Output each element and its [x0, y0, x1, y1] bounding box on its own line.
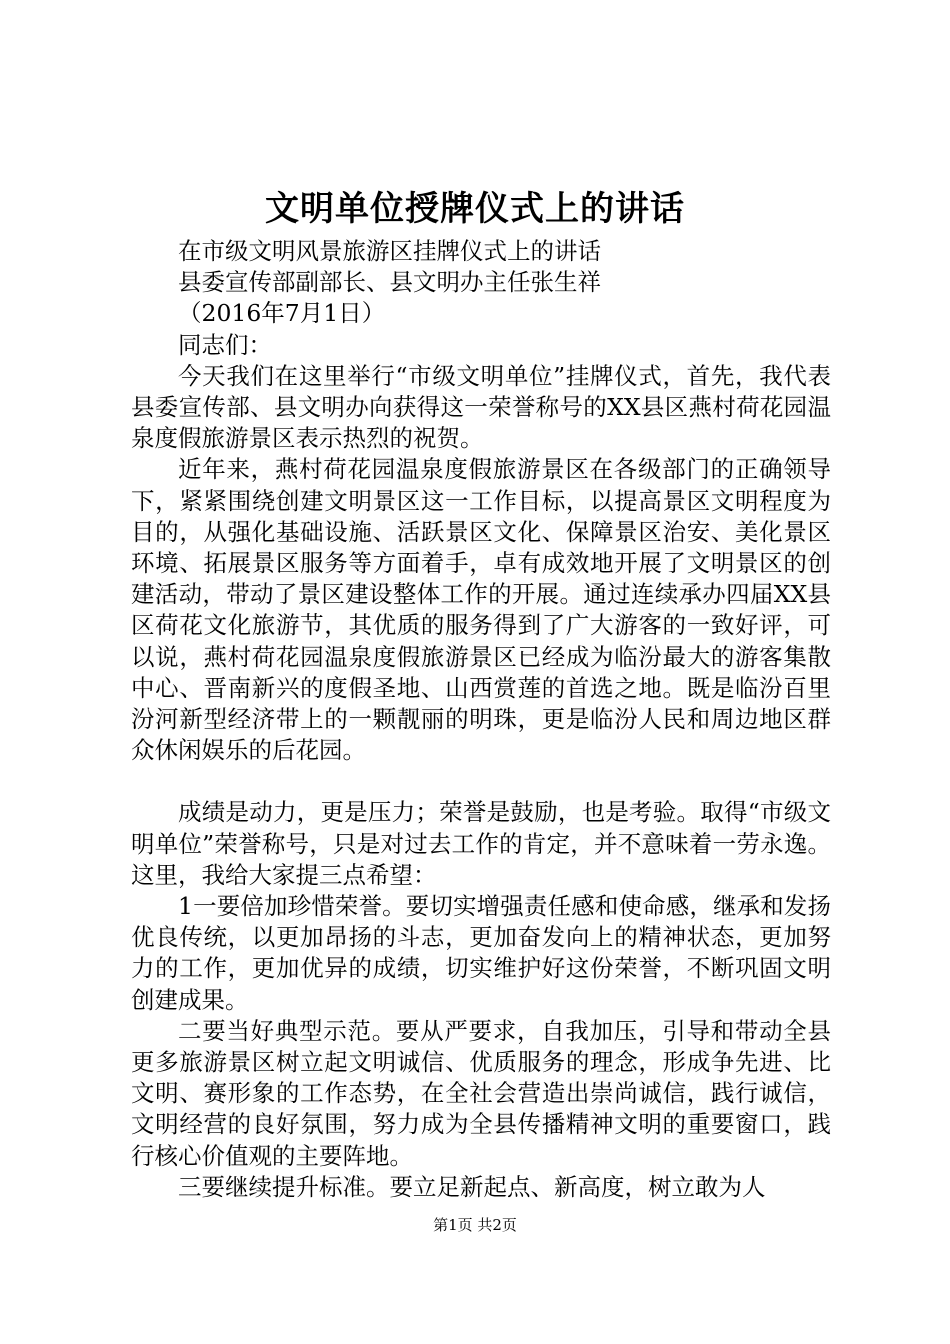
- speech-date: （2016年7月1日）: [178, 299, 386, 328]
- paragraph-1: 今天我们在这里举行“市级文明单位”挂牌仪式，首先，我代表县委宣传部、县文明办向获得这一荣誉称号的XX县区燕村荷花园温泉度假旅游景区表示热烈的祝贺。: [131, 361, 831, 453]
- speech-subtitle: 在市级文明风景旅游区挂牌仪式上的讲话: [178, 237, 601, 265]
- page-number: 第1页 共2页: [433, 1216, 517, 1234]
- speaker-line: 县委宣传部副部长、县文明办主任张生祥: [178, 268, 601, 297]
- paragraph-4: 1一要倍加珍惜荣誉。要切实增强责任感和使命感，继承和发扬优良传统，以更加昂扬的斗志，更加奋发向上的精神状态，更加努力的工作，更加优异的成绩，切实维护好这份荣誉，不断巩固文明创建成果。: [131, 892, 831, 1014]
- paragraph-2: 近年来，燕村荷花园温泉度假旅游景区在各级部门的正确领导下，紧紧围绕创建文明景区这一工作目标，以提高景区文明程度为目的，从强化基础设施、活跃景区文化、保障景区治安、美化景区环境、拓展景区服务等方面着手，卓有成效地开展了文明景区的创建活动，带动了景区建设整体工作的开展。通过连续承办四届XX县区荷花文化旅游节，其优质的服务得到了广大游客的一致好评，可以说，燕村荷花园温泉度假旅游景区已经成为临汾最大的游客集散中心、晋南新兴的度假圣地、山西赏莲的首选之地。既是临汾百里汾河新型经济带上的一颗靓丽的明珠，更是临汾人民和周边地区群众休闲娱乐的后花园。: [131, 455, 831, 765]
- paragraph-3: 成绩是动力，更是压力；荣誉是鼓励，也是考验。取得“市级文明单位”荣誉称号，只是对过去工作的肯定，并不意味着一劳永逸。这里，我给大家提三点希望：: [131, 798, 831, 889]
- document-title: 文明单位授牌仪式上的讲话: [265, 189, 685, 229]
- salutation: 同志们：: [178, 330, 272, 359]
- paragraph-6: 三要继续提升标准。要立足新起点、新高度，树立敢为人: [178, 1172, 766, 1201]
- paragraph-5: 二要当好典型示范。要从严要求，自我加压，引导和带动全县更多旅游景区树立起文明诚信、优质服务的理念，形成争先进、比文明、赛形象的工作态势，在全社会营造出崇尚诚信，践行诚信，文明经营的良好氛围，努力成为全县传播精神文明的重要窗口，践行核心价值观的主要阵地。: [131, 1016, 831, 1170]
- paragraph-spacer: [131, 766, 831, 797]
- document-body: [131, 236, 831, 1203]
